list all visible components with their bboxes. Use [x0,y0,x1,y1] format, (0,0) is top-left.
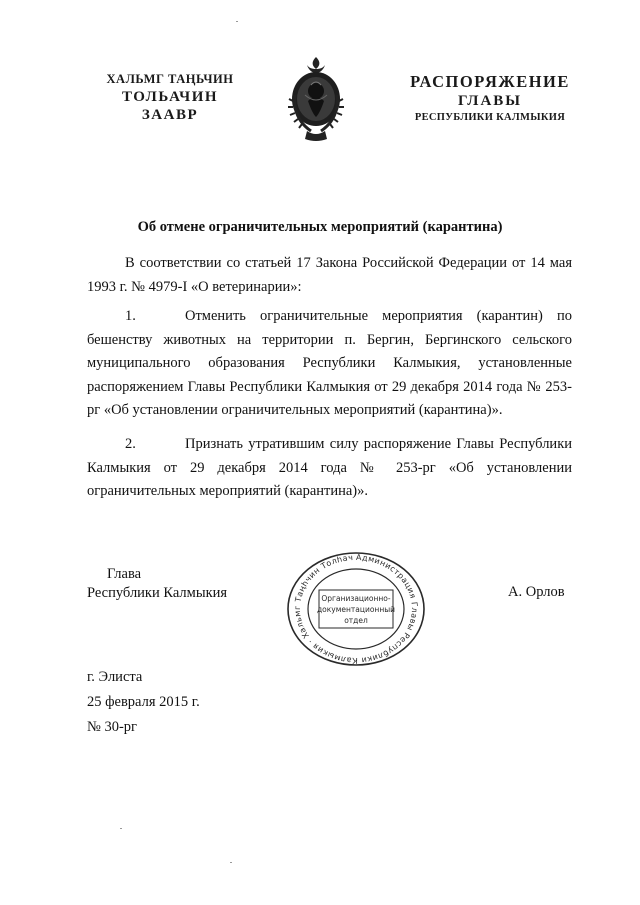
kalmykia-coat-of-arms-icon [283,55,349,143]
list-item [87,433,572,504]
document-title: Об отмене ограничительных мероприятий (карантина) [137,219,503,235]
footer-date: 25 февраля 2015 г. [87,694,200,710]
header-right-line3: РЕСПУБЛИКИ КАЛМЫКИЯ [414,112,566,123]
header-right-line2: ГЛАВЫ [457,93,523,109]
header-left-line3: ЗААВР [141,107,199,123]
scan-speck [230,862,232,863]
list-item-number: 2. [125,436,136,452]
official-stamp [285,548,427,666]
list-item-text: Признать утратившим силу распоряжение Главы Республики Калмыкия от 29 декабря 2014 года № 253-рг «Об установлении ограничительных мероприятий (карантина)». [87,436,572,499]
scan-speck [236,21,238,22]
list-item-number: 1. [125,308,136,324]
signatory-position-line1: Глава [107,566,142,582]
signatory-name: А. Орлов [508,584,565,600]
signatory-position [87,565,227,603]
list-item-text: Отменить ограничительные мероприятия (карантин) по бешенству животных на территории п. Бергин, Бергинского сельского муниципального образования Республики Калмыкия, установленные распоряжением Главы Республики Калмыкия от 29 декабря 2014 года № 253-рг «Об установлении ограничительных мероприятий (карантина)». [87,308,572,418]
header-right-block [390,72,590,125]
footer-number: № 30-рг [87,719,137,735]
list-item [87,305,572,423]
header-right-line1: РАСПОРЯЖЕНИЕ [410,72,570,91]
header-left-line1: ХАЛЬМГ ТАҢЬЧИН [106,72,234,86]
stamp-box-line2: документационный [316,605,396,614]
stamp-ring-text: Администрация Главы Республики Калмыкия · Хальмг Таңһчин Толһач [292,552,420,666]
scan-speck [120,828,122,829]
stamp-box-line3: отдел [344,616,368,625]
header-left-block [80,72,260,124]
stamp-box-line1: Организационно- [321,594,391,603]
header-left-line2: ТОЛЬАЧИН [121,89,219,105]
preamble-paragraph: В соответствии со статьей 17 Закона Российской Федерации от 14 мая 1993 г. № 4979-I «О ветеринарии»: [87,255,572,295]
signatory-position-line2: Республики Калмыкия [87,585,228,601]
footer-city: г. Элиста [87,669,143,685]
